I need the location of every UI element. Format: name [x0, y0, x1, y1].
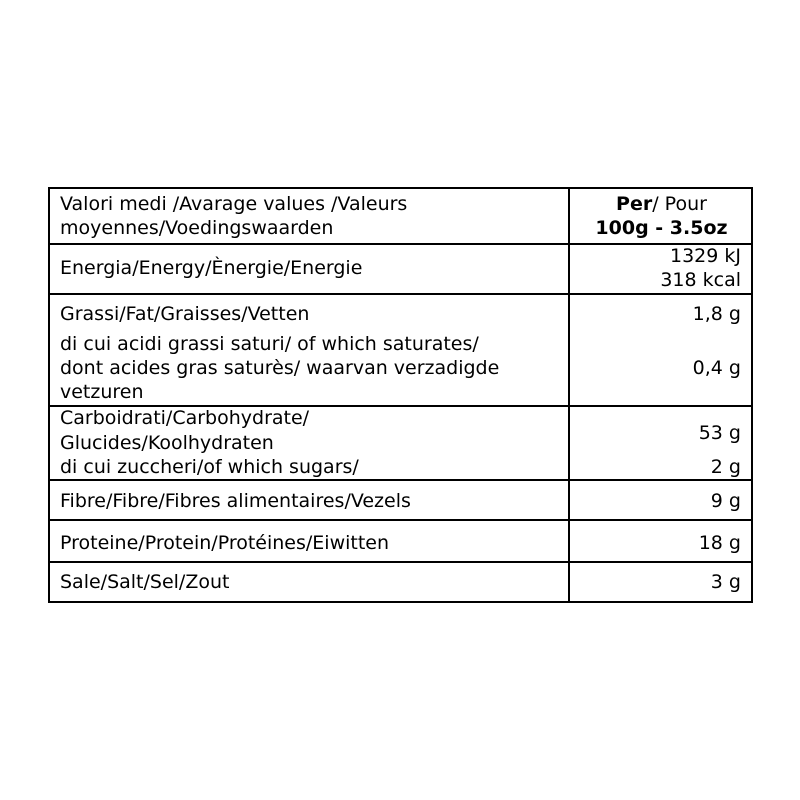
protein-label: Proteine/Protein/Protéines/Eiwitten [60, 532, 390, 554]
row-divider [50, 243, 751, 245]
energy-value-kj: 1329 kJ [670, 245, 741, 267]
fat-value: 1,8 g [692, 303, 741, 325]
energy-label: Energia/Energy/Ènergie/Energie [60, 257, 363, 279]
fibre-label: Fibre/Fibre/Fibres alimentaires/Vezels [60, 490, 411, 512]
header-label-line2: moyennes/Voedingswaarden [60, 217, 334, 239]
carbs-label-line2: Glucides/Koolhydraten [60, 432, 274, 454]
nutrition-table [48, 187, 753, 603]
fat-label: Grassi/Fat/Graisses/Vetten [60, 303, 310, 325]
fibre-value: 9 g [710, 490, 741, 512]
sugars-label: di cui zuccheri/of which sugars/ [60, 456, 359, 478]
row-divider [50, 561, 751, 563]
carbs-value: 53 g [698, 422, 741, 444]
saturates-label-line1: di cui acidi grassi saturi/ of which saturates/ [60, 333, 479, 355]
salt-label: Sale/Salt/Sel/Zout [60, 571, 230, 593]
header-quantity: 100g - 3.5oz [595, 217, 728, 239]
saturates-label-line2: dont acides gras saturès/ waarvan verzadigde [60, 357, 500, 379]
row-divider [50, 293, 751, 295]
saturates-label-line3: vetzuren [60, 381, 144, 403]
header-label-line1: Valori medi /Avarage values /Valeurs [60, 193, 408, 215]
header-per [570, 193, 753, 216]
energy-value-kcal: 318 kcal [660, 269, 741, 291]
header-per-rest: / Pour [652, 193, 707, 215]
carbs-label-line1: Carboidrati/Carbohydrate/ [60, 407, 310, 429]
sugars-value: 2 g [710, 456, 741, 478]
row-divider [50, 519, 751, 521]
column-divider [568, 189, 570, 601]
row-divider [50, 479, 751, 481]
protein-value: 18 g [698, 532, 741, 554]
salt-value: 3 g [710, 571, 741, 593]
saturates-value: 0,4 g [692, 357, 741, 379]
header-per-bold: Per [616, 193, 653, 215]
